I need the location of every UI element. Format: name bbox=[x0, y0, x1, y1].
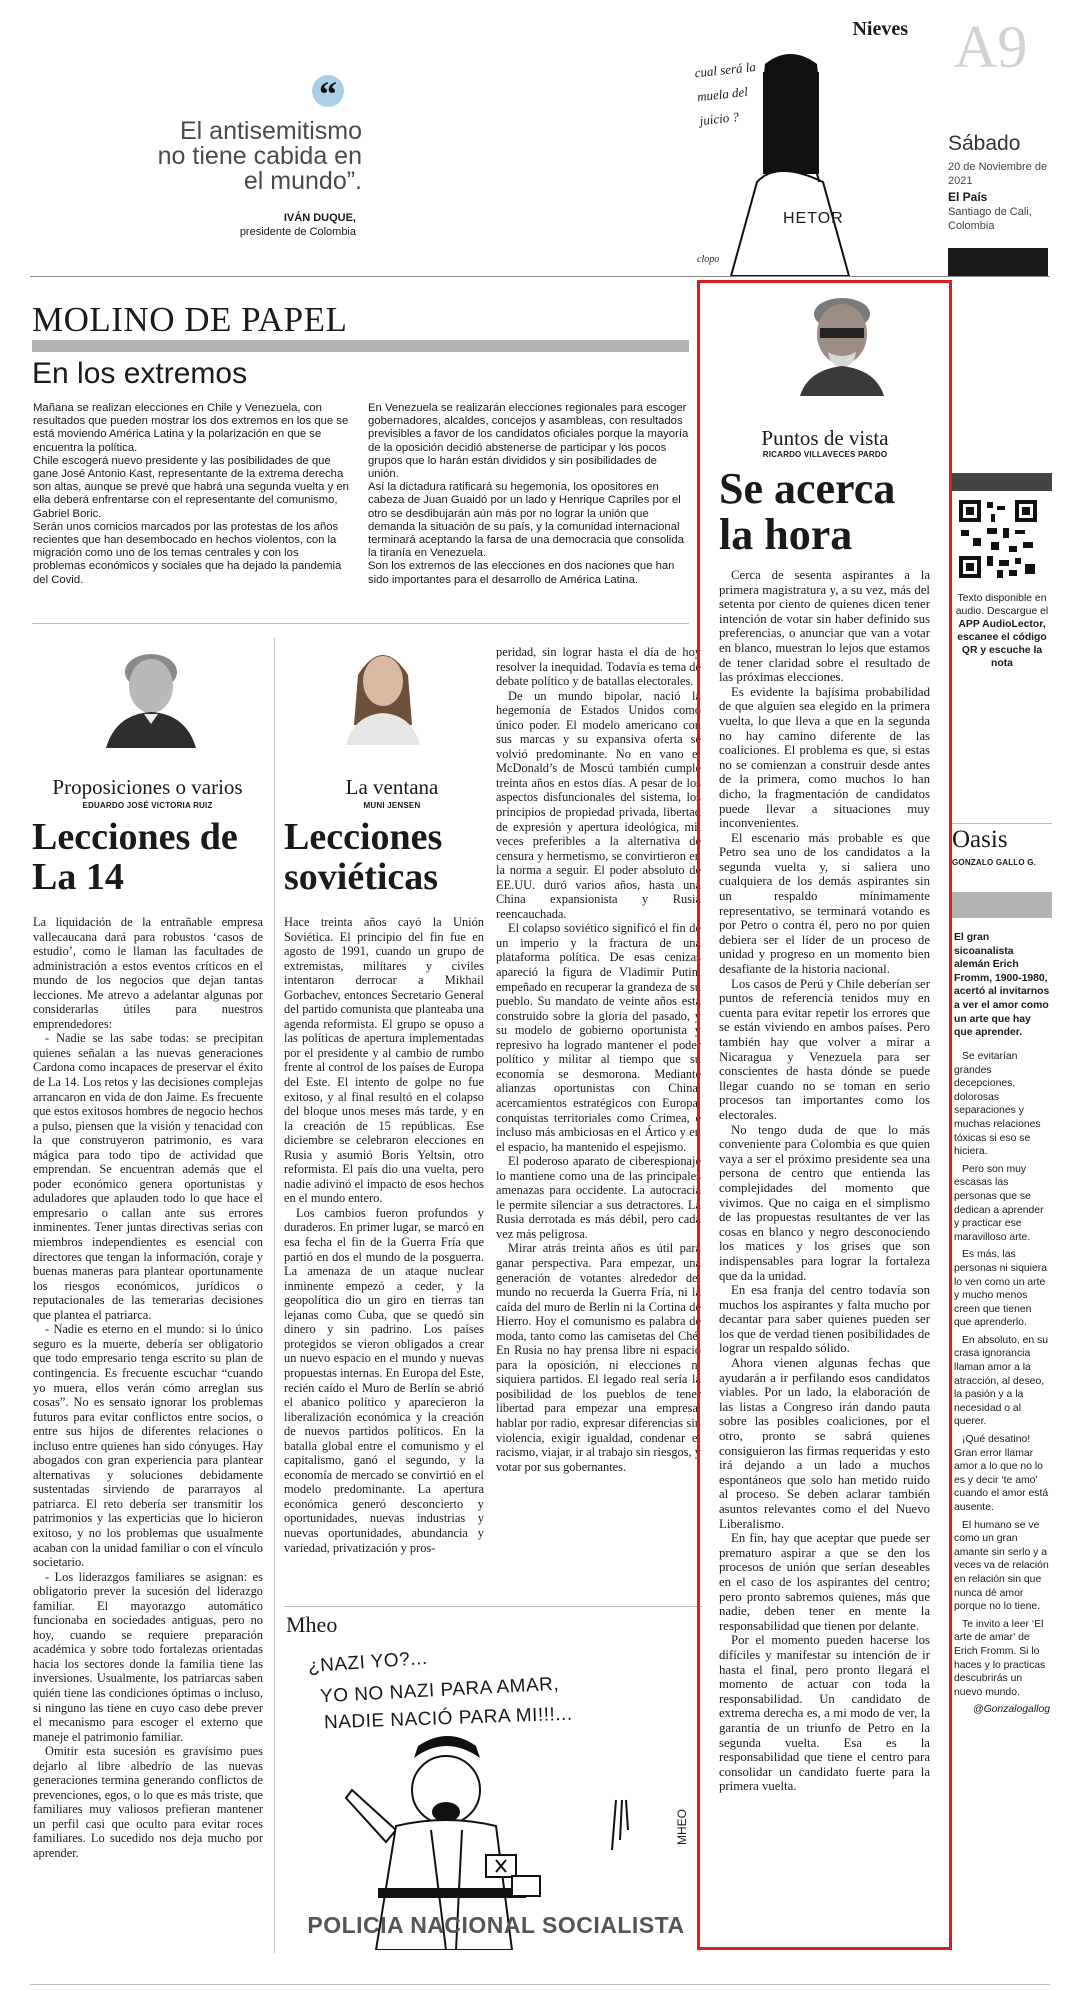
column-paragraph: Los cambios fueron profundos y duraderos. En primer lugar, se marcó en esa fecha el fin de la Guerra Fría que partió en dos el mundo de la posguerra. La amenaza de un ataque nuclear inminente empezó a ceder, y la geopolítica dio un giro en tierras tan lejanas como Cuba, que se quedó sin dinero y sin padrino. Los países protegidos se vieron obligados a crear un nuevo espacio en el mundo y nuevas propuestas internas. En Europa del Este, recién caído el Muro de Berlín se abrió el abanico político y aparecieron la liberalización económica y la creación de nuevos partidos políticos. En la batalla global entre el comunismo y el capitalismo, ganó el segundo, y la economía de mercado se convirtió en el modelo predominante. La apertura económica generó desconcierto y oportunidades, nuevas industrias y nuevas oportunidades, abundancia y variedad, privatización y pros- bbox=[284, 1205, 484, 1555]
column-paragraph: Hace treinta años cayó la Unión Soviética. El principio del fin fue en agosto de 1991, cuando un grupo de extremistas, militares y civiles intentaron derrocar a Mikhail Gorbachev, entonces Secretario General del partido comunista que planteaba una agenda reformista. El grupo se opuso a las políticas de apertura implementadas por el presidente y al cambio de rumbo frente al control de los países de Europa del Este. El intento de golpe no fue exitoso, y al final resultó en el colapso del bloque unos meses más tarde, y en la creación de 15 repúblicas. Ese diciembre se celebraron elecciones en Rusia y asumió Boris Yeltsin, otro reformista. El país dio una vuelta, pero nadie adivinó el impacto de esos hechos en el mundo entero. bbox=[284, 915, 484, 1206]
oasis-paragraph: Es más, las personas ni siquiera lo ven como un arte y mucho menos creen que tienen que aprenderlo. bbox=[954, 1249, 1047, 1329]
column-divider bbox=[274, 638, 275, 1953]
article-paragraph: Los casos de Perú y Chile deberían ser puntos de referencia tenidos muy en cuenta para evitar repetir los errores que se están viviendo en ambos países. Pero también hay que volver a mirar a Nicaragua y Venezuela para ser conscientes de hasta dónde se puede llegar cuando no se toman en serio procesos tan importantes como los electorales. bbox=[719, 976, 930, 1122]
column-paragraph: De un mundo bipolar, nació la hegemonía de Estados Unidos como único poder. El modelo americano con sus marcas y su expansiva oferta se volvió predominante. No en vano el McDonald’s de Moscú también cumple treinta años en estos días. A pesar de los aspectos disfuncionales del sistema, los principios de propiedad privada, libertad de expresión y apertura ideológica, mil veces preferibles a la alternativa de censura y hermetismo, se convirtieron en la norma a seguir. El poder absoluto de EE.UU. duró varios años, hasta una China expansionista y Rusia reencauchada. bbox=[496, 688, 701, 921]
cartoon-bubble: cual será la muela del juicio ? bbox=[693, 58, 757, 129]
cartoon-speech-2: YO NO NAZI PARA AMAR, bbox=[319, 1673, 560, 1708]
oasis-paragraph: Te invito a leer ‘El arte de amar’ de Erich Fromm. Si lo haces y lo practicas descubrirás un nuevo mundo. bbox=[954, 1618, 1046, 1698]
editorial-paragraph: En Venezuela se realizarán elecciones regionales para escoger gobernadores, alcaldes, concejos y asambleas, con resultados previsibles a favor de los candidatos oficiales porque la mayoría de la oposición decidió abstenerse de participar y los pocos grupos que lo harán están divididos y sin posibilidades de unión. bbox=[368, 402, 689, 481]
qr-caption-bold: APP AudioLector, escanee el código QR y escuche la nota bbox=[957, 619, 1047, 669]
date-block bbox=[948, 12, 1080, 277]
column-name: La ventana bbox=[345, 775, 439, 799]
column-paragraph: - Nadie es eterno en el mundo: si lo único seguro es la muerte, debería ser obligatorio que todo empresario tenga escrito su plan de contingencia. Es frecuente escuchar “cuando yo muera, ellos verán cómo arreglan sus cosas”. No es sensato ignorar los problemas futuros para evitar conflictos entre socios, o entre sus hijos de diferentes relaciones o incluso entre quienes han sido cónyuges. Hay abogados con gran experiencia para plantear alternativas y soluciones debidamente sustentadas sirviendo de pararrayos al patriarca. El reto debería ser transmitir los patrimonios y las experticias que lo hicieron exitoso, y no los problemas que usualmente acaban con la unidad familiar o con el vínculo societario. bbox=[33, 1322, 263, 1570]
column-author: MUNI JENSEN bbox=[363, 801, 421, 810]
column-author: RICARDO VILLAVECES PARDO bbox=[762, 450, 888, 459]
qr-code-icon bbox=[957, 498, 1039, 580]
column-paragraph: La liquidación de la entrañable empresa vallecaucana dará para robustos ‘casos de estudio’, como le llaman las facultades de administración a estos eventos críticos en el mundo de los negocios que dejan tantas lecciones. Me atrevo a adelantar algunas por considerarlas útiles para nuestros emprendedores: bbox=[33, 915, 263, 1031]
column-name: Puntos de vista bbox=[761, 426, 889, 450]
column-body bbox=[33, 915, 263, 1861]
quote-role: presidente de Colombia bbox=[239, 226, 356, 238]
oasis-lead: El gran sicoanalista alemán Erich Fromm, 1900-1980, acertó al invitarnos a ver el amor como un arte que hay que aprender. bbox=[954, 932, 1050, 1039]
cartoon-speech-1: ¿NAZI YO?... bbox=[307, 1647, 429, 1678]
column-paragraph: Mirar atrás treinta años es útil para ganar perspectiva. Para empezar, una generación de votantes alrededor del mundo no recuerda la Guerra Fría, ni la caída del muro de Berlín ni la Cortina de Hierro. Hoy el comunismo es palabra de moda, tanto como las camisetas del Ché. En Rusia no hay prensa libre ni espacio para la oposición, ni elecciones ni siquiera partidos. El legado real sería la posibilidad de los pueblos de tener libertad para empezar una empresa, hablar por radio, expresar diferencias sin violencia, exigir igualdad, condenar el racismo, viajar, ir al trabajo sin riesgos, y votar por sus gobernantes. bbox=[496, 1241, 701, 1474]
editorial-paragraph: Así la dictadura ratificará su hegemonía, los opositores en cabeza de Juan Guaidó por un lado y Henrique Capriles por el otro se desdibujarán aún más por no lograr la unión que demanda la situación de su país, y la comunidad internacional terminará aceptando la farsa de una democracia que consolida la tiranía en Venezuela. bbox=[368, 481, 684, 560]
editorial-paragraph: Chile escogerá nuevo presidente y las posibilidades de que gane José Antonio Kast, representante de la extrema derecha son altas, aunque se prevé que habrá una segunda vuelta y en ella deberá enfrentarse con el representante del comunismo, Gabriel Boric. bbox=[33, 454, 349, 520]
quote-text: El antisemitismo no tiene cabida en el mundo”. bbox=[157, 117, 362, 195]
article-paragraph: Ahora vienen algunas fechas que ayudarán a ir perfilando esos candidatos viables. Por un lado, la elaboración de las listas a Congreso irán dando pauta sobre las posibles coaliciones, por el otro, pronto se sabrá quienes consiguieron las firmas requeridas y esto irá dejando a un lado a muchos espontáneos que solo han metido ruido al proceso. Se deben aclarar también asuntos relevantes como el del Nuevo Liberalismo. bbox=[719, 1356, 930, 1531]
column-author: GONZALO GALLO G. bbox=[952, 858, 1037, 867]
quote-block bbox=[150, 72, 362, 247]
column-headline: Lecciones de La 14 bbox=[32, 816, 238, 898]
editorial-title: En los extremos bbox=[32, 357, 248, 390]
editorial-paragraph: Serán unos comicios marcados por las protestas de los años recientes que han desembocado en hechos violentos, con la migración como uno de los temas centrales y con los problemas económicos y sociales que ha dejado la pandemia del Covid. bbox=[33, 520, 342, 586]
cartoon-top-rule bbox=[284, 1606, 702, 1607]
nieves-cartoon bbox=[695, 14, 910, 276]
page-number: A9 bbox=[954, 14, 1028, 80]
footer-rule bbox=[30, 1984, 1050, 1985]
editorial-col-1 bbox=[33, 402, 351, 587]
oasis-paragraph: Pero son muy escasas las personas que se dedican a aprender y practicar ese maravilloso arte. bbox=[954, 1163, 1044, 1243]
portrait-icon bbox=[96, 638, 206, 748]
article-paragraph: En fin, hay que aceptar que puede ser prematuro aspirar a que se den los procesos de unión que serían deseables en el caso de los aspirantes del centro; pero pronto sabremos quienes, más que nadie, deben tener en mente la responsabilidad que tienen por delante. bbox=[719, 1531, 930, 1633]
header-divider bbox=[30, 276, 1050, 277]
mheo-cartoon bbox=[286, 1640, 700, 1950]
section-bar bbox=[32, 340, 689, 352]
oasis-handle[interactable]: @Gonzalogallog bbox=[973, 1704, 1050, 1716]
cartoon-shirt-text: HETOR bbox=[783, 210, 844, 227]
location: Santiago de Cali, Colombia bbox=[948, 206, 1032, 232]
qr-code[interactable] bbox=[957, 498, 1039, 580]
newspaper-name: El País bbox=[948, 190, 988, 204]
oasis-body bbox=[954, 1050, 1050, 1717]
article-paragraph: Cerca de sesenta aspirantes a la primera magistratura y, a su vez, más del setenta por ciento de quienes dicen tener intención de votar sin haber definido sus preferencias, o anunciar que van a votar en blanco, muestran lo lejos que estamos de tener claridad sobre el resultado de las próximas elecciones. bbox=[719, 568, 930, 685]
article-paragraph: Es evidente la bajísima probabilidad de que alguien sea elegido en la primera vuelta, lo que lleva a que en la segunda no hay camino diferente de las coaliciones. El problema es que, si estas no se comienzan a construir desde antes de la primera, como muchos lo han dicho, la fragmentación de candidatos puede llevar a situaciones muy inconvenientes. bbox=[719, 684, 930, 831]
article-paragraph: El escenario más probable es que Petro sea uno de los candidatos a la segunda vuelta y, si saliera uno cualquiera de los demás aspirantes sin un respaldo mínimamente representativo, se terminará votando es por Petro o contra él, pero no por quien debiera ser el líder de un proceso de unidad y progreso en un momento bien desafiante de la historia nacional. bbox=[719, 830, 930, 977]
column-paragraph: Omitir esta sucesión es gravísimo pues dejarlo al libre albedrío de las nuevas generaciones termina generando conflictos de prevenciones, egos, o lo que es más triste, que familiares muy valiosos prefieran mantener un perfil casi que oculto para evitar roces familiares. Lo sucedido nos deja mucho por aprender. bbox=[33, 1744, 263, 1860]
column-name: Oasis bbox=[952, 826, 1008, 853]
qr-caption bbox=[952, 592, 1052, 670]
qr-caption-plain: Texto disponible en audio. Descargue el bbox=[955, 593, 1049, 617]
article-headline: Se acerca la hora bbox=[719, 464, 896, 559]
article-paragraph: Por el momento pueden hacerse los difíciles y manifestar su intención de ir hasta el final, pero pronto llegará el momento de actuar con toda la responsabilidad. Un candidato de extrema derecha es, a mi modo de ver, la garantía de un triunfo de Petro en la segunda vuelta. Esa es la responsabilidad que tiene el centro para consolidar un candidato fuerte para la primera vuelta. bbox=[719, 1633, 930, 1794]
article-paragraph: En esa franja del centro todavía son muchos los aspirantes y falta mucho por decantar para saber quienes pueden ser los que de verdad tienen posibilidades de lograr un respaldo sólido. bbox=[719, 1283, 930, 1356]
oasis-gray-bar bbox=[952, 892, 1052, 918]
portrait-icon bbox=[328, 635, 438, 745]
column-paragraph: El colapso soviético significó el fin de un imperio y la fractura de una plataforma política. De esas cenizas apareció la figura de Vladimir Putin, empeñado en recuperar la grandeza de su pueblo. Su mandato de veinte años está construido sobre la gloria del pasado, y su modelo de gobierno oportunista y represivo ha logrado mantener el poder político y militar al tiempo que su economía se desmorona. Mediante alianzas oportunistas con China, acercamientos estratégicos con Europa, conquistas territoriales como Crimea, e incluso más ambiciosas en el Ártico y en el espacio, ha mantenido el espejismo. bbox=[496, 921, 701, 1154]
author-photo-victoria bbox=[96, 638, 206, 748]
column-paragraph: - Nadie se las sabe todas: se precipitan quienes señalan a las nuevas generaciones Cardona como incapaces de preservar el éxito de La 14. Los retos y las decisiones complejas arrancaron en vida de don Jaime. Es frecuente que estos exitosos hombres de negocio hechos a pulso, piensen que la visión y tenacidad con la que construyeron patrimonio, es vara mágica para todo tipo de actividad que emprendan. Se encuentran además que el poder económico genera oportunistas y aduladores que aplauden todo lo que hace el empresario o callan ante sus errores inminentes. Tener juntas directivas serias con miembros independientes es esencial con directores que tengan la información, coraje y buenas maneras para plantear oportunamente los riesgos económicos, jurídicos o reputacionales de las temerarias decisiones que plantea el patriarca. bbox=[33, 1031, 263, 1322]
cartoon-banner: POLICIA NACIONAL SOCIALISTA bbox=[307, 1912, 685, 1938]
section-title: MOLINO DE PAPEL bbox=[32, 300, 348, 339]
column-paragraph: - Los liderazgos familiares se asignan: es obligatorio prever la sucesión del liderazgo familiar. El mayorazgo automático funcionaba en sociedades antiguas, pero no hoy, cuando se requiere preparación académica y sobre todo fortalezas orientadas hacia los sectores donde la familia tiene las inversiones. Usualmente, los patriarcas saben quién tiene las condiciones óptimas o incluso, si ninguno las tiene en cuyo caso debe prever el mecanismo para escoger el externo que maneje el patrimonio familiar. bbox=[33, 1569, 263, 1744]
oasis-paragraph: En absoluto, en su crasa ignorancia llaman amor a la atracción, al deseo, la pasión y a la necesidad o al querer. bbox=[954, 1334, 1049, 1428]
article-body bbox=[719, 568, 930, 1794]
column-name: Proposiciones o varios bbox=[52, 775, 243, 799]
author-photo-villaveces bbox=[790, 284, 895, 396]
portrait-icon bbox=[790, 284, 895, 396]
editorial-paragraph: Son los extremos de las elecciones en dos naciones que han sido importantes para el desarrollo de América Latina. bbox=[368, 560, 675, 586]
column-author: EDUARDO JOSÉ VICTORIA RUIZ bbox=[82, 801, 213, 810]
column-body-continued bbox=[496, 645, 701, 1474]
day-name: Sábado bbox=[948, 132, 1021, 155]
cartoon-title: Mheo bbox=[286, 1612, 338, 1637]
oasis-paragraph: Se evitarían grandes decepciones, dolorosas separaciones y muchas relaciones tóxicas si eso se hiciera. bbox=[954, 1051, 1041, 1158]
column-headline: Lecciones soviéticas bbox=[284, 816, 443, 898]
column-body bbox=[284, 915, 484, 1555]
molino-bottom-rule bbox=[32, 623, 689, 624]
oasis-paragraph: El humano se ve como un gran amante sin serlo y a veces va de relación en relación sin que nunca dé amor porque no lo tiene. bbox=[954, 1519, 1049, 1613]
oasis-top-rule bbox=[952, 823, 1052, 824]
column-paragraph: El poderoso aparato de ciberespionaje lo mantiene como una de las principales amenazas para occidente. La autocracia le permite silenciar a sus detractores. La Rusia derrotada es más débil, pero cada vez más peligrosa. bbox=[496, 1154, 701, 1241]
cartoon-signature: MHEO bbox=[675, 1809, 689, 1845]
qr-top-bar bbox=[952, 473, 1052, 491]
column-paragraph: peridad, sin lograr hasta el día de hoy resolver la inequidad. Todavía es tema de debate político y de batallas electorales. bbox=[496, 645, 701, 689]
cartoon-signature: clopo bbox=[697, 254, 720, 265]
cartoon-speech-3: NADIE NACIÓ PARA MI!!!... bbox=[323, 1703, 573, 1734]
date: 20 de Noviembre de 2021 bbox=[948, 161, 1048, 187]
cartoon-title: Nieves bbox=[852, 18, 908, 40]
author-photo-jensen bbox=[328, 635, 438, 745]
editorial-col-2 bbox=[368, 402, 690, 587]
quote-author: IVÁN DUQUE, bbox=[283, 212, 356, 224]
article-paragraph: No tengo duda de que lo más conveniente para Colombia es que quien vaya a ser el próximo presidente sea una persona de centro que entienda las complejidades del momento que vivimos. Que no caiga en el simplismo de las propuestas resultantes de ver las cosas en blanco y negro desconociendo los matices y los grises que son indispensables para lograr la fortaleza que da la unidad. bbox=[719, 1122, 930, 1283]
oasis-paragraph: ¡Qué desatino! Gran error llamar amor a lo que no lo es y decir ‘te amo’ cuando el amor está ausente. bbox=[954, 1434, 1049, 1513]
editorial-paragraph: Mañana se realizan elecciones en Chile y Venezuela, con resultados que pueden mostrar los dos extremos en los que se está moviendo América Latina y la polarización en que se encuentra la política. bbox=[33, 402, 349, 454]
quote-mark: “ bbox=[319, 74, 337, 114]
date-dark-bar bbox=[948, 248, 1048, 276]
